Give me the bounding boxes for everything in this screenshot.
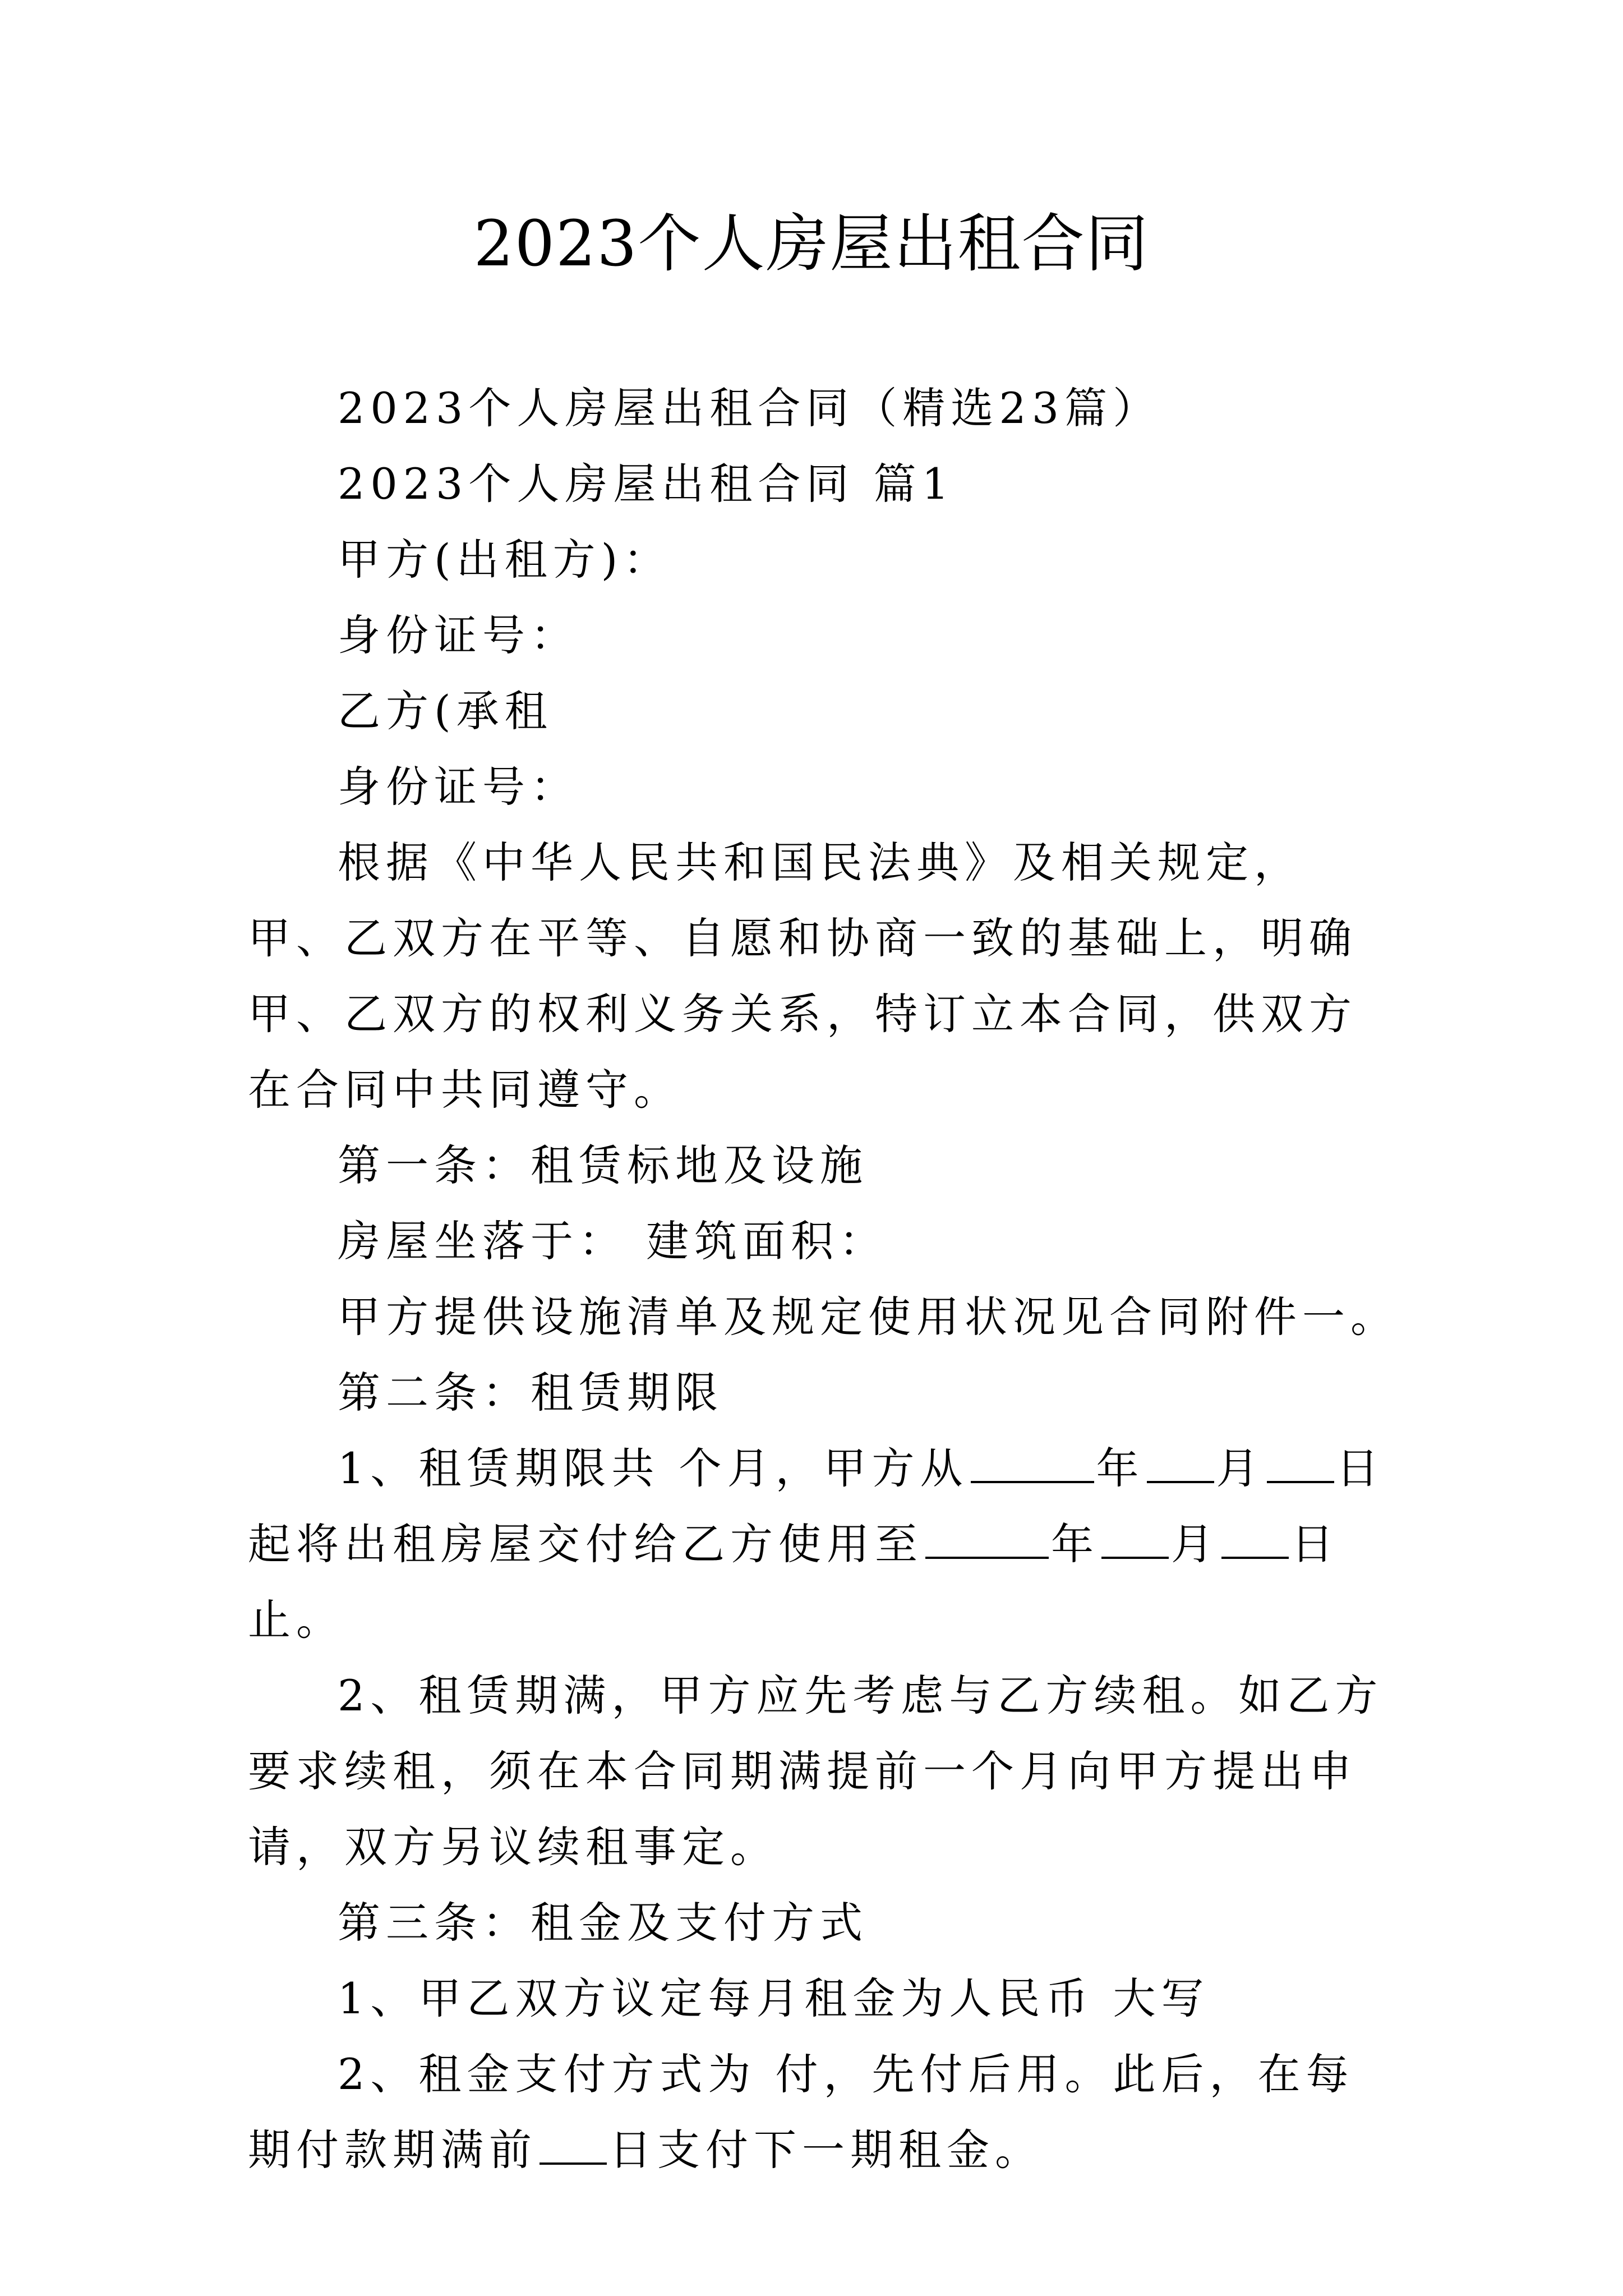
day-end-label: 日止。: [248, 1519, 1339, 1645]
lease-term-text: 起将出租房屋交付给乙方使用至: [248, 1519, 923, 1569]
payment-text: 2、租金支付方式为 付，先付后用。此后，在每期付款: [248, 2049, 1354, 2175]
paragraph: 第一条：租赁标地及设施: [338, 1140, 868, 1190]
paragraph: 2023个人房屋出租合同 篇1: [338, 459, 955, 509]
paragraph: 甲方(出租方)：: [338, 535, 672, 585]
paragraph: 第三条：租金及支付方式: [338, 1898, 868, 1948]
blank-line: [1147, 1442, 1214, 1483]
paragraph: 根据《中华人民共和国民法典》及相关规定，甲、乙双方在平等、自愿和协商一致的基础上，明确甲、乙双方的权利义务关系，特订立本合同，供双方在合同中共同遵守。: [248, 838, 1357, 1115]
paragraph: 2、租赁期满，甲方应先考虑与乙方续租。如乙方要求续租，须在本合同期满提前一个月向甲方提出申请，双方另议续租事定。: [248, 1671, 1384, 1872]
payment-text: 期满前: [393, 2125, 537, 2175]
lease-term-text: 1、租赁期限共 个月，甲方从: [338, 1443, 969, 1493]
blank-line: [1101, 1517, 1169, 1559]
paragraph: 乙方(承租: [338, 686, 553, 736]
lease-term-paragraph: [248, 1430, 1392, 1658]
paragraph: 身份证号：: [338, 762, 579, 812]
document-body: [248, 370, 1399, 2188]
paragraph: 房屋坐落于： 建筑面积：: [338, 1216, 888, 1266]
payment-text: 日支付下一期租金。: [609, 2125, 1043, 2175]
paragraph: 1、甲乙双方议定每月租金为人民币 大写: [338, 1973, 1210, 2023]
paragraph: 第二条：租赁期限: [338, 1368, 723, 1418]
month-label: 月: [1216, 1443, 1265, 1493]
paragraph: 身份证号：: [338, 610, 579, 660]
blank-line: [925, 1517, 1049, 1559]
document-title: 2023个人房屋出租合同: [473, 208, 1150, 280]
month-label: 月: [1171, 1519, 1219, 1569]
paragraph: 2023个人房屋出租合同（精选23篇）: [338, 383, 1161, 433]
blank-line: [540, 2123, 607, 2165]
blank-line: [971, 1442, 1094, 1483]
year-label: 年: [1051, 1519, 1099, 1569]
blank-line: [1267, 1442, 1334, 1483]
blank-line: [1221, 1517, 1289, 1559]
payment-paragraph: [248, 2036, 1392, 2188]
paragraph: 甲方提供设施清单及规定使用状况见合同附件一。: [338, 1292, 1399, 1342]
day-label: 日: [1336, 1443, 1385, 1493]
year-label: 年: [1096, 1443, 1145, 1493]
